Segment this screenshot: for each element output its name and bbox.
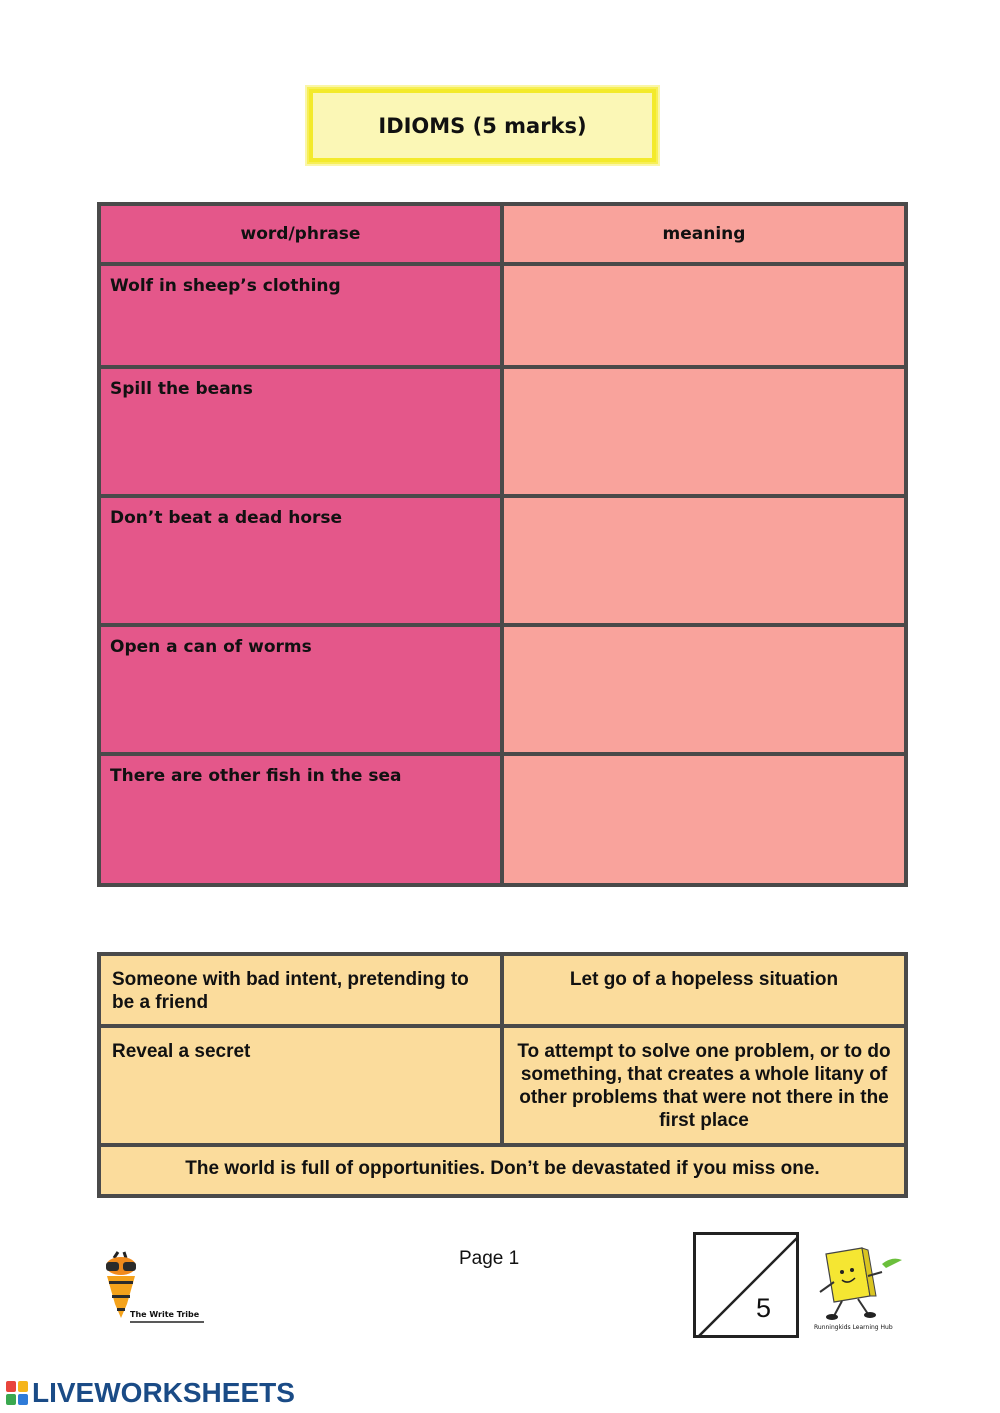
meaning-answer-input[interactable] bbox=[504, 369, 904, 409]
answer-bank-row bbox=[99, 954, 906, 1026]
table-row bbox=[99, 754, 906, 885]
header-word-phrase: word/phrase bbox=[99, 204, 502, 264]
table-row bbox=[99, 367, 906, 496]
write-tribe-logo bbox=[100, 1250, 206, 1328]
meaning-answer-cell[interactable] bbox=[502, 754, 906, 885]
page-number: Page 1 bbox=[459, 1248, 520, 1269]
runningkids-logo bbox=[812, 1242, 904, 1344]
score-max: 5 bbox=[756, 1293, 772, 1323]
table-row bbox=[99, 625, 906, 754]
liveworksheets-logo-icon bbox=[6, 1381, 28, 1405]
answer-bank-row bbox=[99, 1026, 906, 1145]
table-row bbox=[99, 264, 906, 367]
idiom-phrase: Open a can of worms bbox=[99, 625, 502, 754]
idiom-phrase: Don’t beat a dead horse bbox=[99, 496, 502, 625]
running-book-icon bbox=[812, 1242, 904, 1322]
meaning-answer-input[interactable] bbox=[504, 498, 904, 538]
meaning-answer-input[interactable] bbox=[504, 266, 904, 306]
table-header-row bbox=[99, 204, 906, 264]
answer-option: The world is full of opportunities. Don’t be devastated if you miss one. bbox=[99, 1145, 906, 1196]
answer-bank-table bbox=[97, 952, 908, 1198]
idioms-table bbox=[97, 202, 908, 887]
meaning-answer-input[interactable] bbox=[504, 756, 904, 796]
worksheet-title-box bbox=[309, 89, 656, 162]
answer-option: Reveal a secret bbox=[99, 1026, 502, 1145]
worksheet-title: IDIOMS (5 marks) bbox=[378, 113, 587, 138]
write-tribe-logo-text: The Write Tribe bbox=[130, 1310, 200, 1319]
liveworksheets-brand bbox=[6, 1378, 295, 1408]
meaning-answer-cell[interactable] bbox=[502, 367, 906, 496]
score-divider-line bbox=[696, 1235, 799, 1338]
header-meaning: meaning bbox=[502, 204, 906, 264]
meaning-answer-cell[interactable] bbox=[502, 496, 906, 625]
runningkids-logo-text: Runningkids Learning Hub bbox=[814, 1324, 893, 1331]
answer-option: Let go of a hopeless situation bbox=[502, 954, 906, 1026]
answer-option: Someone with bad intent, pretending to be a friend bbox=[99, 954, 502, 1026]
idiom-phrase: Wolf in sheep’s clothing bbox=[99, 264, 502, 367]
answer-option: To attempt to solve one problem, or to do something, that creates a whole litany of other problems that were not there in the first place bbox=[502, 1026, 906, 1145]
table-row bbox=[99, 496, 906, 625]
idiom-phrase: There are other fish in the sea bbox=[99, 754, 502, 885]
meaning-answer-input[interactable] bbox=[504, 627, 904, 667]
meaning-answer-cell[interactable] bbox=[502, 625, 906, 754]
meaning-answer-cell[interactable] bbox=[502, 264, 906, 367]
answer-bank-row bbox=[99, 1145, 906, 1196]
liveworksheets-brand-text: LIVEWORKSHEETS bbox=[32, 1377, 295, 1408]
idiom-phrase: Spill the beans bbox=[99, 367, 502, 496]
score-box bbox=[693, 1232, 799, 1338]
